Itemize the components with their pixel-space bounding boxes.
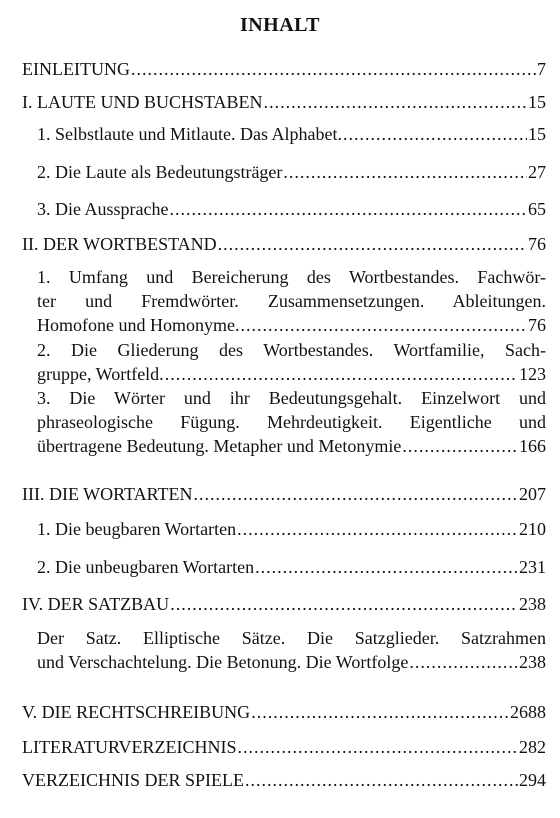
toc-entry-leader-line (37, 313, 546, 337)
toc-entry (22, 57, 546, 81)
toc-entry-leader-line (22, 90, 546, 114)
toc-entry-leader-line (37, 197, 546, 221)
page-number: 207 (519, 484, 546, 504)
dot-leader (343, 122, 527, 146)
toc-entry-leader-line (22, 735, 546, 759)
toc-entry-label: gruppe, Wortfeld. (37, 364, 164, 384)
toc-entry-label: und Verschachtelung. Die Betonung. Die Wortfolge (37, 652, 409, 672)
page-number: 166 (519, 436, 546, 456)
toc-entry-leader-line (37, 650, 546, 674)
page-number: 76 (528, 234, 546, 254)
toc-entry-leader-line (22, 700, 546, 724)
toc-entry (37, 265, 546, 337)
toc-entry-text-line: phraseologische Fügung. Mehrdeutigkeit. Eigentliche und (37, 412, 546, 432)
toc-entry-label: VERZEICHNIS DER SPIELE (22, 770, 244, 790)
page-number: 238 (519, 594, 546, 614)
toc-entry-label: EINLEITUNG (22, 59, 130, 79)
toc-entry-label: II. DER WORTBESTAND (22, 234, 217, 254)
toc-entry (37, 386, 546, 458)
page-number: 15 (528, 92, 546, 112)
toc-entry (22, 700, 546, 724)
dot-leader (245, 768, 518, 792)
toc-entry-label: I. LAUTE UND BUCHSTABEN (22, 92, 263, 112)
page-number: 282 (519, 737, 546, 757)
toc-entry-leader-line (22, 232, 546, 256)
toc-entry (22, 90, 546, 114)
dot-leader (240, 313, 527, 337)
toc-entry-leader-line (37, 122, 546, 146)
toc-entry (37, 160, 546, 184)
page-number: 238 (519, 652, 546, 672)
toc-entry (37, 197, 546, 221)
dot-leader (238, 735, 518, 759)
toc-entry (37, 122, 546, 146)
dot-leader (131, 57, 536, 81)
toc-entry (37, 338, 546, 386)
dot-leader (255, 555, 518, 579)
toc-entry-text-line: 1. Umfang und Bereicherung des Wortbestandes. Fachwör- (37, 267, 546, 287)
toc-entry-leader-line (37, 160, 546, 184)
dot-leader (402, 434, 518, 458)
page-number: 7 (537, 59, 546, 79)
toc-entry (37, 517, 546, 541)
toc-entry (22, 232, 546, 256)
page-number: 27 (528, 162, 546, 182)
toc-entry-leader-line (37, 555, 546, 579)
toc-entry-leader-line (37, 517, 546, 541)
page-number: 294 (519, 770, 546, 790)
toc-entry-text-line: Der Satz. Elliptische Sätze. Die Satzglieder. Satzrahmen (37, 628, 546, 648)
toc-entry-leader-line (37, 362, 546, 386)
toc-entry-label: übertragene Bedeutung. Metapher und Metonymie (37, 436, 402, 456)
toc-entry-leader-line (22, 57, 546, 81)
page-number: 123 (519, 364, 546, 384)
dot-leader (409, 650, 518, 674)
toc-entry (22, 482, 546, 506)
dot-leader (283, 160, 527, 184)
page-number: 76 (528, 315, 546, 335)
toc-entry-label: 2. Die unbeugbaren Wortarten (37, 557, 255, 577)
toc-entry-leader-line (22, 482, 546, 506)
toc-entry-leader-line (37, 434, 546, 458)
toc-entry (22, 735, 546, 759)
page-number: 210 (519, 519, 546, 539)
toc-entry-leader-line (22, 768, 546, 792)
toc-entry-text-line: 2. Die Gliederung des Wortbestandes. Wortfamilie, Sach- (37, 340, 546, 360)
toc-entry-label: III. DIE WORTARTEN (22, 484, 193, 504)
dot-leader (170, 592, 518, 616)
toc-entry (37, 555, 546, 579)
page-number: 2688 (510, 702, 546, 722)
dot-leader (194, 482, 518, 506)
toc-entry-label: 1. Selbstlaute und Mitlaute. Das Alphabet. (37, 124, 342, 144)
toc-entry-label: V. DIE RECHTSCHREIBUNG (22, 702, 251, 722)
toc-entry-leader-line (22, 592, 546, 616)
toc-entry-label: IV. DER SATZBAU (22, 594, 170, 614)
toc-entry-label: 2. Die Laute als Bedeutungsträger (37, 162, 283, 182)
toc-entry-text-line: ter und Fremdwörter. Zusammensetzungen. Ableitungen. (37, 291, 546, 311)
toc-entry (22, 592, 546, 616)
page-number: 15 (528, 124, 546, 144)
dot-leader (169, 197, 527, 221)
page-title: INHALT (239, 14, 321, 36)
page-number: 231 (519, 557, 546, 577)
toc-entry-label: 3. Die Aussprache (37, 199, 169, 219)
toc-entry (22, 768, 546, 792)
dot-leader (264, 90, 527, 114)
toc-entry-label: Homofone und Homonyme. (37, 315, 240, 335)
toc-entry (37, 626, 546, 674)
dot-leader (165, 362, 518, 386)
dot-leader (251, 700, 509, 724)
toc-entry-label: 1. Die beugbaren Wortarten (37, 519, 237, 539)
dot-leader (237, 517, 518, 541)
toc-entry-text-line: 3. Die Wörter und ihr Bedeutungsgehalt. Einzelwort und (37, 388, 546, 408)
toc-entry-label: LITERATURVERZEICHNIS (22, 737, 237, 757)
page-number: 65 (528, 199, 546, 219)
dot-leader (218, 232, 527, 256)
